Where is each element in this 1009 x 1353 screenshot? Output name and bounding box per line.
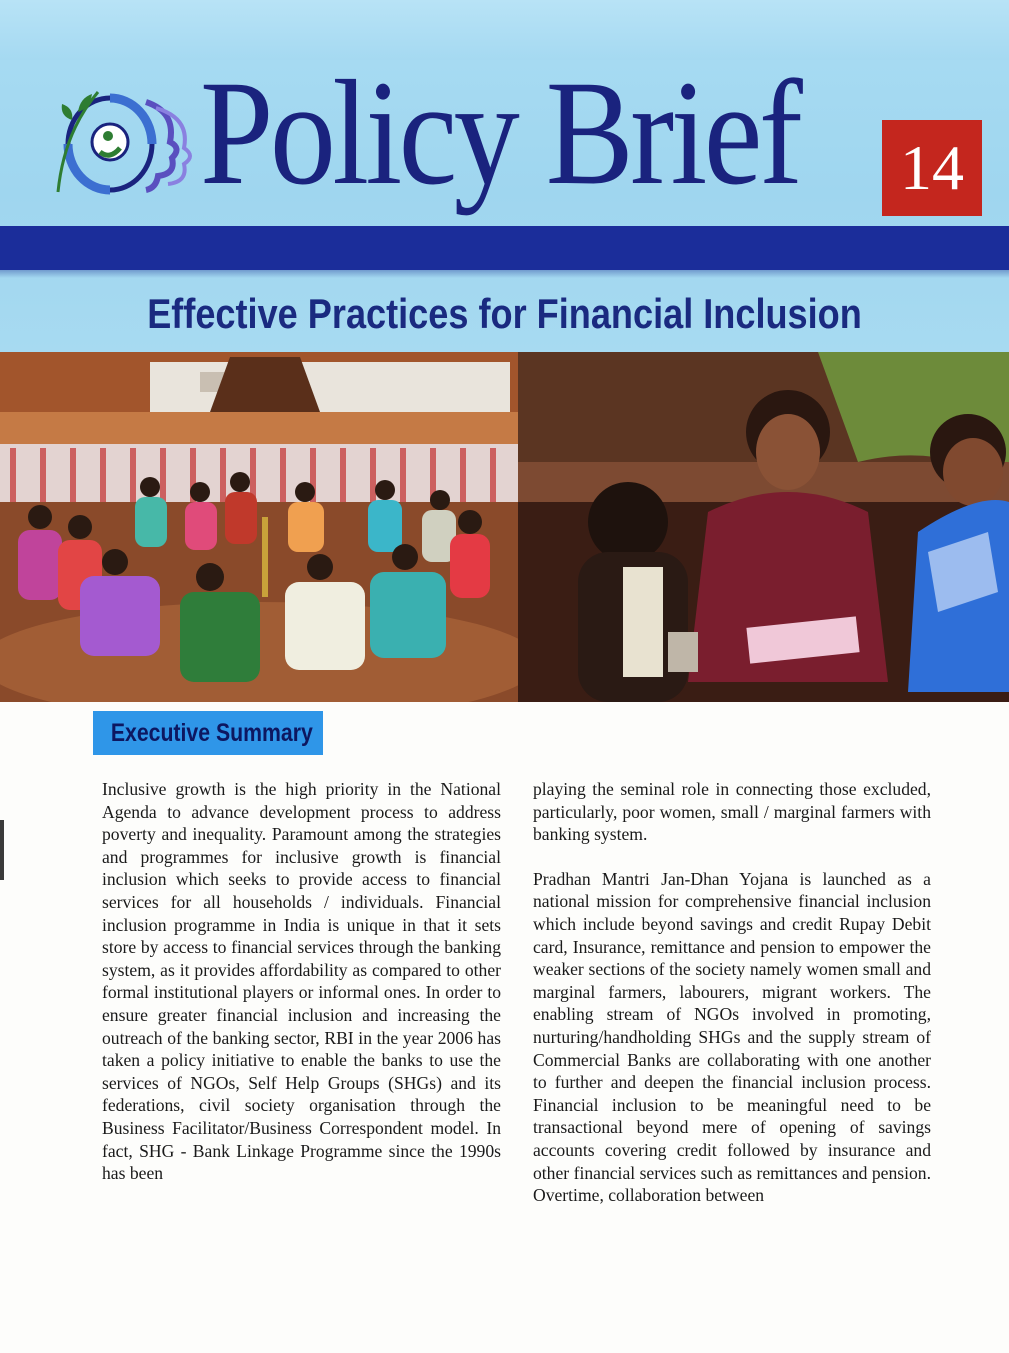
shg-meeting-photo — [0, 352, 518, 702]
title-divider-band — [0, 226, 1009, 270]
issue-number-badge: 14 — [882, 120, 982, 216]
band-shadow — [0, 270, 1009, 278]
executive-summary-heading-text: Executive Summary — [110, 719, 313, 747]
masthead — [0, 0, 1009, 352]
summary-left-column — [102, 778, 501, 1207]
summary-paragraph: Pradhan Mantri Jan-Dhan Yojana is launched as a national mission for comprehensive financial inclusion which include beyond savings and credit Rupay Debit card, Insurance, remittance and pension to empower the weaker sections of the society namely women small and marginal farmers, labourers, migrant workers. The enabling stream of NGOs involved in promoting, nurturing/handholding SHGs and the supply stream of Commercial Banks are collaborating with one another to further and deepen the financial inclusion process. Financial inclusion to be meaningful need to be transactional beyond mere of opening of savings accounts covering credit followed by insurance and other financial services such as remittances and pension. Overtime, collaboration between — [533, 868, 931, 1206]
executive-summary-heading — [93, 711, 323, 755]
summary-paragraph: Inclusive growth is the high priority in the National Agenda to advance development process to address poverty and inequality. Paramount among the strategies and programmes for inclusive growth is financial inclusion which seeks to provide access to financial services for all households / individuals. Financial inclusion programme in India is unique in that it sets store by access to financial services through the banking system, as it provides affordability as compared to other formal institutional players or informal ones. In order to ensure greater financial inclusion and increasing the outreach of the banking sector, RBI in the year 2006 has taken a policy initiative to enable the banks to use the services of NGOs, Self Help Groups (SHGs) and its federations, civil society organisation through the Business Facilitator/Business Correspondent model. In fact, SHG - Bank Linkage Programme since the 1990s has been — [102, 779, 501, 1184]
brief-subtitle: Effective Practices for Financial Inclusion — [147, 290, 862, 337]
women-banking-photo — [518, 352, 1009, 702]
page-binding-shadow — [0, 820, 4, 880]
summary-right-column — [533, 778, 931, 1229]
summary-paragraph: playing the seminal role in connecting those excluded, particularly, poor women, small / marginal farmers with banking system. — [533, 779, 931, 845]
publication-title: Policy Brief — [200, 50, 800, 216]
organisation-logo-icon — [50, 72, 200, 212]
